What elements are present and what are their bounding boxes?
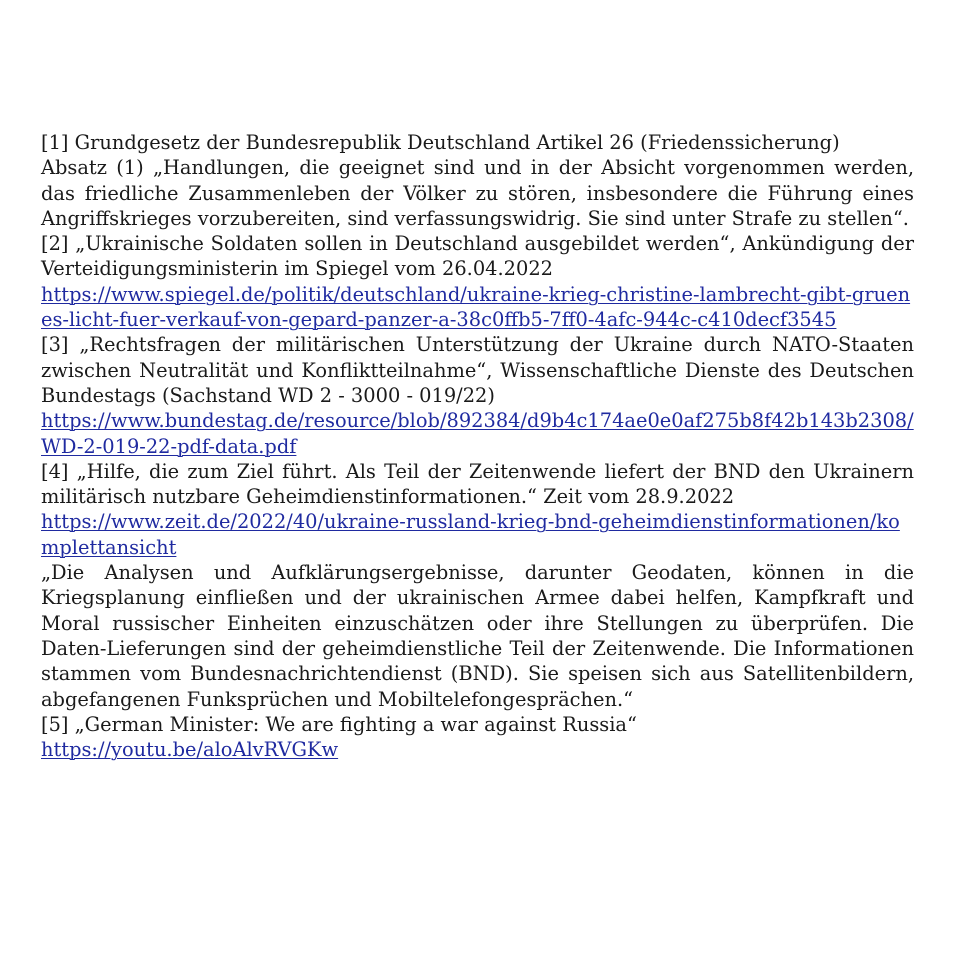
footnote-4-quote: „Die Analysen und Aufklärungsergebnisse, darunter Geodaten, können in die Kriegsplanung einfließen und der ukrainischen Armee dabei helfen, Kampfkraft und Moral russischer Einheiten einzuschätzen oder ihre Stellungen zu überprüfen. Die Daten-Lieferungen sind der geheimdienstliche Teil der Zeitenwende. Die Informationen stammen vom Bundesnachrichtendienst (BND). Sie speisen sich aus Satellitenbildern, abgefangenen Funksprüchen und Mobiltelefongesprächen.“	[41, 561, 914, 711]
footnotes-document	[41, 130, 914, 762]
footnote-3-link[interactable]: https://www.bundestag.de/resource/blob/892384/d9b4c174ae0e0af275b8f42b143b2308/WD-2-019-22-pdf-data.pdf	[41, 409, 914, 458]
footnote-3-text: [3] „Rechtsfragen der militärischen Unterstützung der Ukraine durch NATO-Staaten zwischen Neutralität und Konfliktteilnahme“, Wissenschaftliche Dienste des Deutschen Bundestags (Sachstand WD 2 - 3000 - 019/22)	[41, 333, 914, 407]
footnote-4-text: [4] „Hilfe, die zum Ziel führt. Als Teil der Zeitenwende liefert der BND den Ukrainern militärisch nutzbare Geheimdienstinformationen.“ Zeit vom 28.9.2022	[41, 459, 914, 509]
footnote-5-text: [5] „German Minister: We are fighting a war against Russia“	[41, 712, 637, 736]
footnote-1-title: [1] Grundgesetz der Bundesrepublik Deutschland Artikel 26 (Friedenssicherung)	[41, 131, 840, 154]
footnote-1-quote: Absatz (1) „Handlungen, die geeignet sind und in der Absicht vorgenommen werden, das friedliche Zusammenleben der Völker zu stören, insbesondere die Führung eines Angriffskrieges vorzubereiten, sind verfassungswidrig. Sie sind unter Strafe zu stellen“.	[41, 156, 914, 230]
footnote-2-link[interactable]: https://www.spiegel.de/politik/deutschland/ukraine-krieg-christine-lambrecht-gibt-gruenes-licht-fuer-verkauf-von-gepard-panzer-a-38c0ffb5-7ff0-4afc-944c-c410decf3545	[41, 282, 911, 332]
footnote-5-link[interactable]: https://youtu.be/aloAlvRVGKw	[41, 738, 339, 762]
footnote-2-text: [2] „Ukrainische Soldaten sollen in Deutschland ausgebildet werden“, Ankündigung der Verteidigungsministerin im Spiegel vom 26.04.2022	[41, 232, 914, 281]
footnote-4-link[interactable]: https://www.zeit.de/2022/40/ukraine-russland-krieg-bnd-geheimdienstinformationen/komplettansicht	[41, 510, 900, 559]
